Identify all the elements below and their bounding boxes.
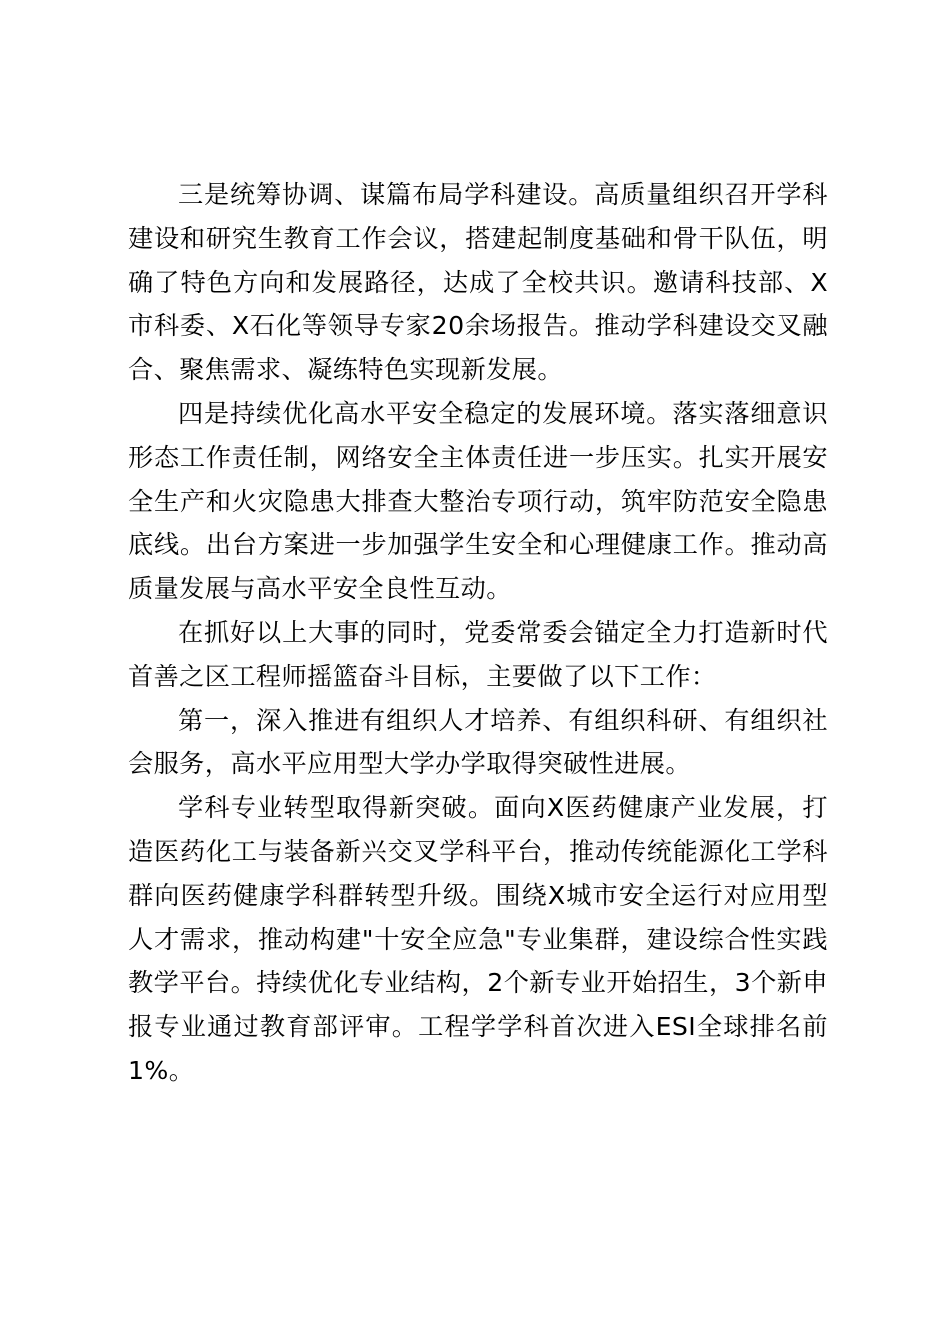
paragraph-first-point: 第一，深入推进有组织人才培养、有组织科研、有组织社会服务，高水平应用型大学办学取得突破性进展。 bbox=[128, 705, 828, 779]
paragraph-safety-environment: 四是持续优化高水平安全稳定的发展环境。落实落细意识形态工作责任制，网络安全主体责任进一步压实。扎实开展安全生产和火灾隐患大排查大整治专项行动，筑牢防范安全隐患底线。出台方案进一步加强学生安全和心理健康工作。推动高质量发展与高水平安全良性互动。 bbox=[128, 398, 828, 604]
paragraph-main-work-intro: 在抓好以上大事的同时，党委常委会锚定全力打造新时代首善之区工程师摇篮奋斗目标，主要做了以下工作： bbox=[128, 617, 828, 691]
paragraph-discipline-transformation: 学科专业转型取得新突破。面向X医药健康产业发展，打造医药化工与装备新兴交叉学科平台，推动传统能源化工学科群向医药健康学科群转型升级。围绕X城市安全运行对应用型人才需求，推动构建"十安全应急"专业集群，建设综合性实践教学平台。持续优化专业结构，2个新专业开始招生，3个新申报专业通过教育部评审。工程学学科首次进入ESI全球排名前1%。 bbox=[128, 793, 828, 1085]
paragraph-discipline-planning: 三是统筹协调、谋篇布局学科建设。高质量组织召开学科建设和研究生教育工作会议，搭建起制度基础和骨干队伍，明确了特色方向和发展路径，达成了全校共识。邀请科技部、X市科委、X石化等领导专家20余场报告。推动学科建设交叉融合、聚焦需求、凝练特色实现新发展。 bbox=[128, 180, 828, 385]
document-body bbox=[128, 173, 828, 1093]
